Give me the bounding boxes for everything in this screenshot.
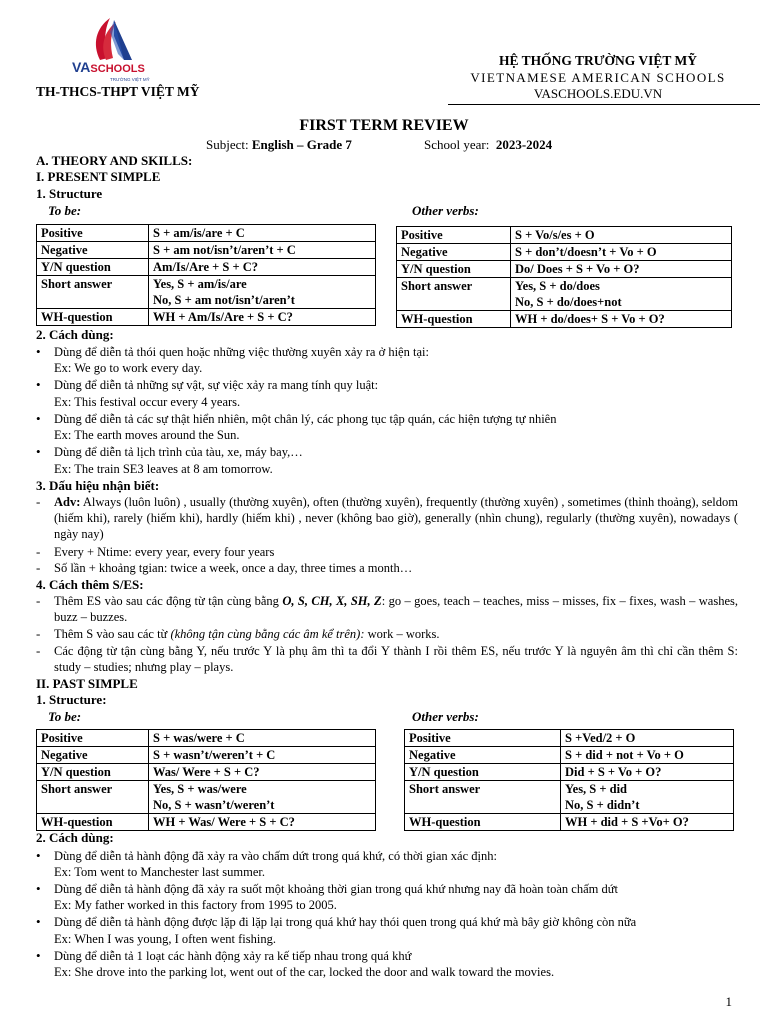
list-item: Dùng để diễn tả thói quen hoặc những việc thường xuyên xảy ra ở hiện tại: bbox=[54, 345, 429, 359]
svg-text:TRƯỜNG VIỆT MỸ: TRƯỜNG VIỆT MỸ bbox=[110, 77, 150, 82]
ses-heading: 4. Cách thêm S/ES: bbox=[36, 577, 144, 592]
table-row: WH-question WH + did + S +Vo+ O? bbox=[405, 814, 734, 831]
table-row: Positive S + was/were + C bbox=[37, 730, 376, 747]
list-item: Dùng để diễn tả hành động được lặp đi lặp lại trong quá khứ hay thói quen trong quá khứ mà bây giờ không còn nữa bbox=[54, 915, 637, 929]
example: Ex: We go to work every day. bbox=[54, 361, 203, 375]
page-title: FIRST TERM REVIEW bbox=[299, 117, 469, 134]
table-row: Positive S + am/is/are + C bbox=[37, 225, 376, 242]
logo-text: VASCHOOLS bbox=[72, 59, 145, 75]
header-divider bbox=[448, 104, 760, 105]
past-other-verbs-table bbox=[404, 729, 734, 831]
school-year bbox=[424, 137, 552, 153]
table-row: Negative S + am not/isn’t/aren’t + C bbox=[37, 242, 376, 259]
page-number: 1 bbox=[725, 994, 732, 1009]
list-item: Every + Ntime: every year, every four years bbox=[54, 545, 275, 559]
table-row: Negative S + did + not + Vo + O bbox=[405, 747, 734, 764]
table-row: Y/N question Do/ Does + S + Vo + O? bbox=[397, 261, 732, 278]
section-a-heading: A. THEORY AND SKILLS: bbox=[36, 153, 193, 168]
other-verbs-label-2: Other verbs: bbox=[412, 709, 479, 724]
tobe-label-1: To be: bbox=[48, 203, 82, 218]
school-year-label: School year: bbox=[424, 137, 490, 152]
example: Ex: The train SE3 leaves at 8 am tomorrow. bbox=[54, 462, 273, 476]
present-tobe-table bbox=[36, 224, 376, 326]
example: Ex: When I was young, I often went fishing. bbox=[54, 932, 276, 946]
usage-heading-1: 2. Cách dùng: bbox=[36, 327, 114, 342]
present-other-verbs-table bbox=[396, 226, 732, 328]
structure-heading-1: 1. Structure bbox=[36, 186, 103, 201]
list-item: Thêm S vào sau các từ (không tận cùng bằng các âm kể trên): work – works. bbox=[54, 627, 440, 641]
list-item: Các động từ tận cùng bằng Y, nếu trước Y là phụ âm thì ta đổi Y thành I rồi thêm ES, nếu trước Y là nguyên âm thì chỉ cần thêm S: study – studies; nhưng play – plays. bbox=[54, 644, 738, 674]
website: VASCHOOLS.EDU.VN bbox=[533, 86, 663, 101]
list-item: Dùng để diễn tả 1 loạt các hành động xảy ra kế tiếp nhau trong quá khứ bbox=[54, 949, 412, 963]
example: Ex: This festival occur every 4 years. bbox=[54, 395, 241, 409]
list-item: Dùng để diễn tả hành động đã xảy ra suốt một khoảng thời gian trong quá khứ nhưng nay đã hoàn toàn chấm dứt bbox=[54, 882, 618, 896]
table-row: Short answer Yes, S + was/were No, S + wasn’t/weren’t bbox=[37, 781, 376, 814]
header-right-block bbox=[448, 52, 748, 102]
example: Ex: She drove into the parking lot, went out of the car, locked the door and walk toward the movies. bbox=[54, 965, 555, 979]
past-simple-heading: II. PAST SIMPLE bbox=[36, 676, 138, 691]
list-item: Dùng để diễn tả các sự thật hiển nhiên, một chân lý, các phong tục tập quán, các hiện tượng tự nhiên bbox=[54, 412, 557, 426]
table-row: Y/N question Did + S + Vo + O? bbox=[405, 764, 734, 781]
list-item: Dùng để diễn tả hành động đã xảy ra vào chấm dứt trong quá khứ, có thời gian xác định: bbox=[54, 849, 497, 863]
table-row: WH-question WH + Am/Is/Are + S + C? bbox=[37, 309, 376, 326]
table-row: Negative S + don’t/doesn’t + Vo + O bbox=[397, 244, 732, 261]
table-row: Positive S +Ved/2 + O bbox=[405, 730, 734, 747]
table-row: Short answer Yes, S + did No, S + didn’t bbox=[405, 781, 734, 814]
list-item: Dùng để diễn tả lịch trình của tàu, xe, máy bay,… bbox=[54, 445, 303, 459]
past-tobe-table bbox=[36, 729, 376, 831]
table-row: Negative S + wasn’t/weren’t + C bbox=[37, 747, 376, 764]
table-row: Short answer Yes, S + do/does No, S + do/does+not bbox=[397, 278, 732, 311]
structure-heading-2: 1. Structure: bbox=[36, 692, 107, 707]
list-item: Dùng để diễn tả những sự vật, sự việc xảy ra mang tính quy luật: bbox=[54, 378, 379, 392]
system-name-english: VIETNAMESE AMERICAN SCHOOLS bbox=[470, 70, 726, 85]
table-row: Short answer Yes, S + am/is/are No, S + am not/isn’t/aren’t bbox=[37, 276, 376, 309]
table-row: Positive S + Vo/s/es + O bbox=[397, 227, 732, 244]
vaschools-logo bbox=[70, 14, 162, 86]
example: Ex: My father worked in this factory from 1995 to 2005. bbox=[54, 898, 337, 912]
example: Ex: The earth moves around the Sun. bbox=[54, 428, 240, 442]
document-page: VASCHOOLS TRƯỜNG VIỆT MỸ TH-THCS-THPT VIỆT MỸ HỆ THỐNG TRƯỜNG VIỆT MỸ VIETNAMESE AMERICAN SCHOOLS VASCHOOLS.EDU.VN FIRST TERM REVIEW Subject: English – Grade 7 School year: 2023-2024 A. THEORY AND SKILLS: I. PRESENT SIMPLE 1. Structure To be: Other verbs: Positive S + am/is/are + C Negative S + am not/isn’t/aren’t + C Y/N question Am/Is/Are + S + C? Short answer Yes, S + am/is/are No, S + am not/isn’t/aren’t WH-question WH + Am/Is/Are + S + C? Positive S + Vo/s/es + O Negative S + don’t/doesn’t + Vo + O Y/N question Do/ Does + S + Vo + O? Short answer Yes, S + do/does No, S + do/does+not WH-question WH + do/does+ S + Vo + O? 2. Cách dùng: • Dùng để diễn tả thói quen hoặc những việc thường xuyên xảy ra ở hiện tại: Ex: We go to work every day. • Dùng để diễn tả những sự vật, sự việc xảy ra mang tính quy luật: Ex: This festival occur every 4 years. • Dùng để diễn tả các sự thật hiển nhiên, một chân lý, các phong tục tập quán, các hiện tượng tự nhiên Ex: The earth moves around the Sun. • Dùng để diễn tả lịch trình của tàu, xe, máy bay,… Ex: The train SE3 leaves at 8 am tomorrow. 3. Dấu hiệu nhận biết: - Adv: Always (luôn luôn) , usually (thường xuyên), often (thường xuyên), frequently (thường xuyên) , sometimes (thỉnh thoảng), seldom (hiếm khi), rarely (hiếm khi), hardly (hiếm khi) , never (không bao giờ), generally (nhìn chung), regularly (thường xuyên), nowadays ( ngày nay) - Every + Ntime: every year, every four years - Số lần + khoảng tgian: twice a week, once a day, three times a month… 4. Cách thêm S/ES: - Thêm ES vào sau các động từ tận cùng bằng O, S, CH, X, SH, Z: go – goes, teach – teaches, miss – misses, fix – fixes, wash – washes, buzz – buzzes. - Thêm S vào sau các từ (không tận cùng bằng các âm kể trên): work – works. - Các động từ tận cùng bằng Y, nếu trước Y là phụ âm thì ta đổi Y thành I rồi thêm ES, nếu trước Y là nguyên âm thì chỉ cần thêm S: study – studies; nhưng play – plays. II. PAST SIMPLE 1. Structure: To be: Other verbs: Positive S + was/were + C Negative S + wasn’t/weren’t + C Y/N question Was/ Were + S + C? Short answer Yes, S + was/were No, S + wasn’t/weren’t WH-question WH + Was/ Were + S + C? Positive S +Ved/2 + O Negative S + did + not + Vo + O Y/N question Did + S + Vo + O? Short answer Yes, S + did No, S + didn’t WH-question WH + did + S +Vo+ O? 2. Cách dùng: • Dùng để diễn tả hành động đã xảy ra vào chấm dứt trong quá khứ, có thời gian xác định: Ex: Tom went to Manchester last summer. • Dùng để diễn tả hành động đã xảy ra suốt một khoảng thời gian trong quá khứ nhưng nay đã hoàn toàn chấm dứt Ex: My father worked in this factory from 1995 to 2005. • Dùng để diễn tả hành động được lặp đi lặp lại trong quá khứ hay thói quen trong quá khứ mà bây giờ không còn nữa Ex: When I was young, I often went fishing. • Dùng để diễn tả 1 loạt các hành động xảy ra kế tiếp nhau trong quá khứ Ex: She drove into the parking lot, went out of the car, locked the door and walk toward the movies. 1 bbox=[0, 0, 768, 1024]
example: Ex: Tom went to Manchester last summer. bbox=[54, 865, 266, 879]
list-item: Adv: Always (luôn luôn) , usually (thường xuyên), often (thường xuyên), frequently (thường xuyên) , sometimes (thỉnh thoảng), seldom (hiếm khi), rarely (hiếm khi), hardly (hiếm khi) , never (không bao giờ), generally (nhìn chung), regularly (thường xuyên), nowadays ( ngày nay) bbox=[54, 495, 738, 541]
other-verbs-label-1: Other verbs: bbox=[412, 203, 479, 218]
signs-heading: 3. Dấu hiệu nhận biết: bbox=[36, 478, 160, 493]
subject-value: English – Grade 7 bbox=[251, 137, 352, 152]
school-year-value: 2023-2024 bbox=[495, 137, 553, 152]
usage-heading-2: 2. Cách dùng: bbox=[36, 830, 114, 845]
list-item: Số lần + khoảng tgian: twice a week, once a day, three times a month… bbox=[54, 561, 413, 575]
subject-line bbox=[206, 137, 352, 153]
table-row: WH-question WH + Was/ Were + S + C? bbox=[37, 814, 376, 831]
list-item: Thêm ES vào sau các động từ tận cùng bằng O, S, CH, X, SH, Z: go – goes, teach – teaches, miss – misses, fix – fixes, wash – washes, buzz – buzzes. bbox=[54, 594, 739, 624]
table-row: Y/N question Was/ Were + S + C? bbox=[37, 764, 376, 781]
school-name-left: TH-THCS-THPT VIỆT MỸ bbox=[36, 84, 200, 99]
present-simple-heading: I. PRESENT SIMPLE bbox=[36, 169, 161, 184]
table-row: Y/N question Am/Is/Are + S + C? bbox=[37, 259, 376, 276]
system-name: HỆ THỐNG TRƯỜNG VIỆT MỸ bbox=[498, 53, 698, 68]
tobe-label-2: To be: bbox=[48, 709, 82, 724]
subject-label: Subject: bbox=[206, 137, 249, 152]
table-row: WH-question WH + do/does+ S + Vo + O? bbox=[397, 311, 732, 328]
